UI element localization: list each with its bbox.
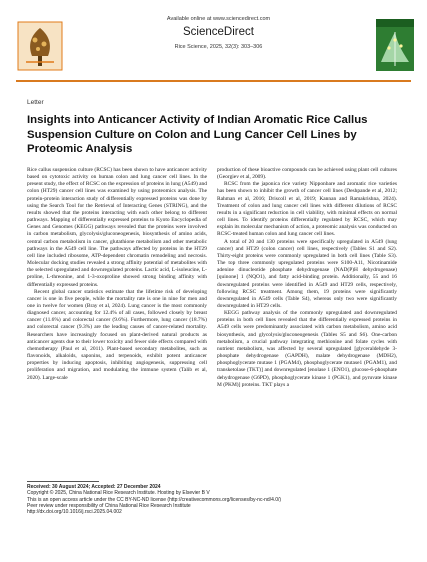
brand-name[interactable]: ScienceDirect xyxy=(183,26,254,38)
paragraph: production of these bioactive compounds can be achieved using plant cell cultures (Georgiev et al, 2009). xyxy=(217,167,397,181)
publisher-logo-icon xyxy=(16,20,64,72)
journal-header xyxy=(70,16,367,50)
left-column xyxy=(27,167,207,382)
footer-divider xyxy=(27,481,99,482)
journal-citation: Rice Science, 2025, 32(3): 303–306 xyxy=(174,44,263,50)
header-divider xyxy=(16,80,411,82)
copyright-line: Copyright © 2025, China National Rice Research Institute. Hosting by Elsevier B V xyxy=(27,490,210,497)
journal-cover-icon xyxy=(375,18,415,72)
license-line[interactable]: This is an open access article under the CC BY-NC-ND license (http://creativecommons.org/licenses/by-nc-nd/4.0/) xyxy=(27,496,282,503)
peer-review-line: Peer review under responsibility of China National Rice Research Institute xyxy=(27,502,191,509)
paragraph: Rice callus suspension culture (RCSC) has been shown to have anticancer activity based on cytotoxic activity on human colon and lung cancer cell lines. In the present study, the effect of RCSC on the expression of proteins in lung (A549) and colon (HT29) cancer cell lines was examined by using proteomics analysis. The protein-protein interaction study of differentially expressed proteins was done by using the Search Tool for the Retrieval of Interacting Genes (STRING), and the results showed that the proteins interacting with each other belong to different pathways. Mapping of differentially expressed proteins to Kyoto Encyclopedia of Genes and Genomes (KEGG) pathways revealed that the proteins were involved in carbon metabolism, glycolysis/gluconeogenesis, biosynthesis of amino acids, central carbon metabolism in cancer, glutathione metabolism and other metabolic pathways in the A549 cell line. The pathways affected by proteins in the HT29 cell line included ribosome, ATP-dependent chromatin remodeling and necrosis. Molecular docking studies revealed a strong affinity potential of metabolites with the selected upregulated and downregulated proteins. Lactic acid, L-isoleucine, L-proline, L-threonine, and 1-3-oxoproline showed strong binding affinity with differentially expressed proteins. xyxy=(27,167,207,288)
paragraph: A total of 20 and 130 proteins were specifically upregulated in A549 (lung cancer) and HT29 (colon cancer) cell lines, respectively (Tables S1 and S2). Thirty-eight proteins were commonly upregulated in both cell lines (Table S3). The top three commonly upregulated proteins were S100-A11, Nicotinamide adenine dinucleotide phosphate dehydrogenase (NAD(P)H dehydrogenase) [quinone] 1 (NQO1), and fatty acid-binding protein. Additionally, 55 and 16 downregulated proteins were identified in A549 and HT29 cells, respectively, following RCSC treatment. Among them, 19 proteins were significantly downregulated in A549 cells (Table S4), whereas only two were significantly downregulated in HT29 cells. xyxy=(217,238,397,309)
article-footer xyxy=(27,484,407,515)
doi-link[interactable]: http://dx.doi.org/10.1016/j.rsci.2025.04.002 xyxy=(27,509,122,516)
paragraph: KEGG pathway analysis of the commonly upregulated and downregulated proteins in both cell lines revealed that the differentially expressed proteins in A549 cells were predominantly associated with carbon metabolism, amino acid biosynthesis, and glycolysis/gluconeogenesis (Tables S5 and S6). One-carbon metabolism, a crucial pathway integrating methionine and folate cycles with nutrient metabolism, was affected by several upregulated [glyceraldehyde 3-phosphate dehydrogenase (GAPDH), malate dehydrogenase (MDH2), phosphoglycerate mutase 1 (PGAM4), phosphoglycerate mutase1 (PGAM1), and transketolase (TKT)] and downregulated [enolase 1 (ENO1), glucose-6-phosphate dehydrogenase (G6PD), phosphoglycerate kinase 1 (PGK1), and pyruvate kinase M (PKM)] proteins. TKT plays a xyxy=(217,310,397,388)
right-column xyxy=(217,167,397,389)
article-type: Letter xyxy=(27,99,44,106)
paragraph: RCSC from the japonica rice variety Nipponbare and aromatic rice varieties has been shown to inhibit the growth of cancer cell lines (Deshpande et al, 2012; Rahman et al, 2016; Driscoll et al, 2019; Kannan and Ramakrishna, 2024). Treatment of colon and lung cancer cell lines with different dilutions of RCSC results in a significant reduction in cell viability, with minimal effects on normal cell lines. To identify proteins differentially regulated by RCSC, which may explain its molecular mechanism of action, a proteomic analysis was conducted on RCSC-treated human colon and lung cancer cell lines. xyxy=(217,181,397,238)
received-dates: Received: 30 August 2024; Accepted: 27 December 2024 xyxy=(27,484,161,490)
article-title: Insights into Anticancer Activity of Indian Aromatic Rice Callus Suspension Culture on Colon and Lung Cancer Cell Lines by Proteomic Analysis xyxy=(27,114,368,155)
availability-line: Available online at www.sciencedirect.com xyxy=(166,16,271,22)
paragraph: Recent global cancer statistics estimate that the lifetime risk of developing cancer is one in five people, while the mortality rate is one in nine for men and one in twelve for women (Bray et al, 2024). Lung cancer is the most commonly diagnosed cancer, accounting for 12.4% of all cases, followed closely by breast cancer (11.6%) and colorectal cancer (9.6%). Furthermore, lung cancer (18.7%) and colorectal cancer (9.3%) are the leading causes of cancer-related mortality. Researchers have increasingly focused on plant-derived natural products as anticancer agents due to their lower toxicity and fewer side effects compared with chemotherapy (Paul et al, 2011). Plant-based secondary metabolites, such as flavonoids, alkaloids, saponins, and terpenoids, exhibit potent anticancer properties by inducing apoptosis, inhibiting angiogenesis, suppressing cell proliferation and migration, and modulating the immune system (Talib et al, 2020). Large-scale xyxy=(27,288,207,381)
